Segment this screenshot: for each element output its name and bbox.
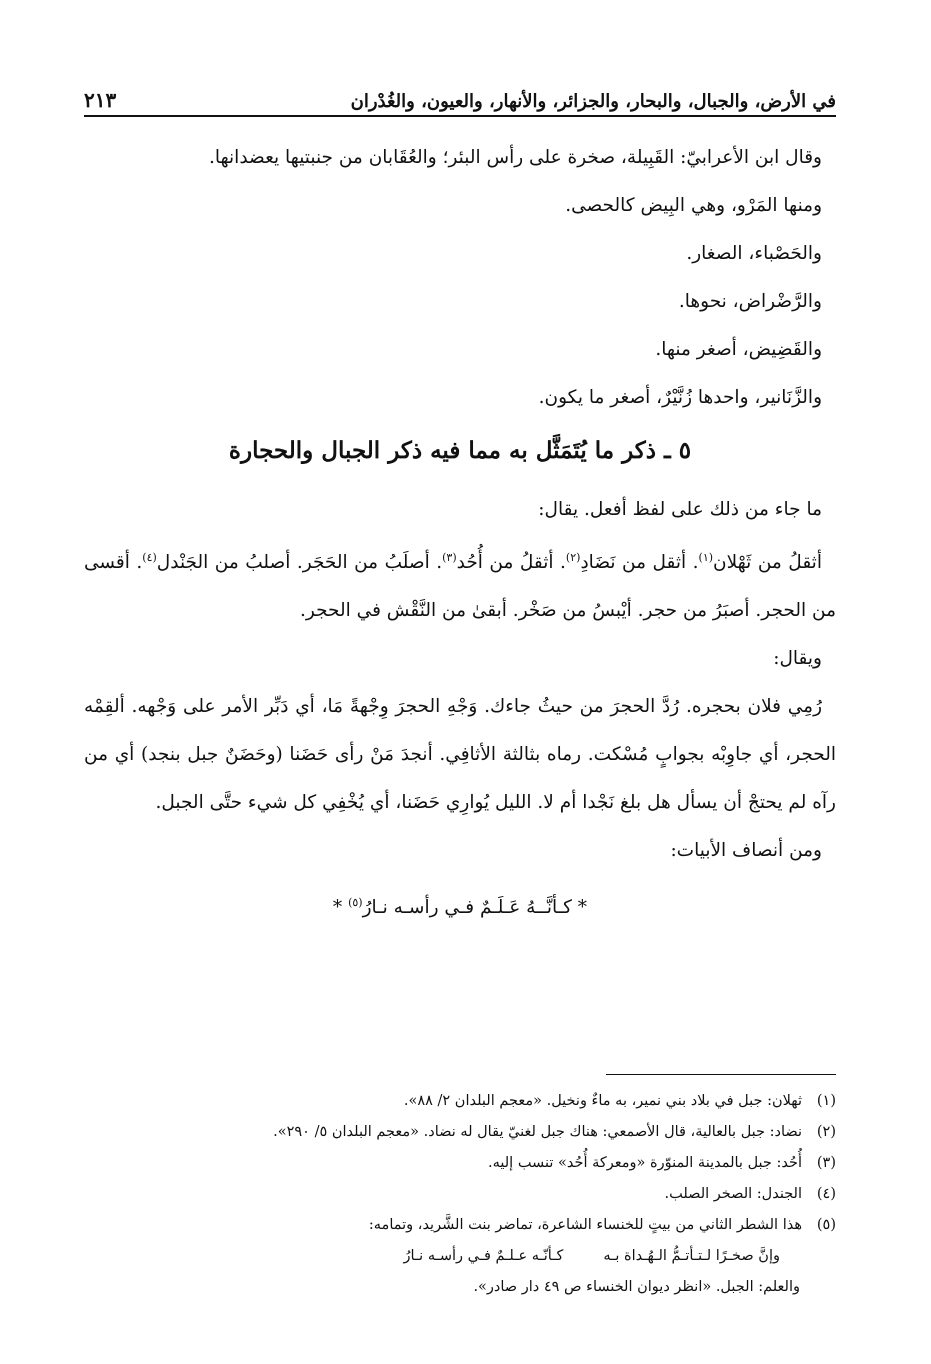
footnote-continuation: والعلم: الجبل. «انظر ديوان الخنساء ص ٤٩ دار صادر».: [473, 1279, 800, 1295]
text-run: أثقلُ من ثَهْلان: [713, 552, 822, 574]
paragraph: والزَّنَانير، واحدها زُنَّيْرٌ، أصغر ما يكون.: [538, 387, 822, 408]
paragraph: والرَّضْراض، نحوها.: [678, 291, 822, 312]
footnote: [84, 1086, 836, 1117]
footnote: [84, 1179, 836, 1210]
footnote-ref[interactable]: (٣): [442, 551, 457, 564]
footnote-rule: [606, 1074, 836, 1075]
footnote-number: (٣): [816, 1155, 836, 1171]
paragraph: وقال ابن الأعرابيّ: القَبِيلة، صخرة على رأس البئر؛ والعُقَابان من جنبتيها يعضدانها.: [208, 147, 822, 168]
footnote: [84, 1210, 836, 1241]
footnote-number: (٤): [816, 1186, 836, 1202]
footnote-ref[interactable]: (٥): [348, 896, 363, 910]
verse-hemistich-first: وإنَّ صخـرًا لـتـأتـمُّ الـهُـداة بـه: [603, 1248, 780, 1264]
footnote: [84, 1117, 836, 1148]
verse-line: [84, 879, 836, 932]
paragraph: ومنها المَرْو، وهي البِيض كالحصى.: [565, 195, 822, 216]
text-run: . أصلَبُ من الحَجَر. أصلبُ من الجَنْدل: [156, 552, 443, 574]
footnote-number: (٢): [816, 1124, 836, 1140]
verse-text: * كـأنَّــهُ عَـلَـمٌ فـي رأسـه نـارُ: [362, 897, 588, 919]
book-page: [84, 62, 836, 1322]
footnotes: [84, 1086, 836, 1303]
verse-hemistich-second: كـأنّـه عـلـمٌ فـي رأسـه نـارُ: [403, 1248, 564, 1264]
footnote-text: هذا الشطر الثاني من بيتٍ للخنساء الشاعرة، تماضر بنت الشَّريد، وتمامه:: [368, 1217, 802, 1233]
footnote-number: (١): [816, 1093, 836, 1109]
page-number: ٢١٣: [84, 88, 117, 112]
footnote-verse: [84, 1241, 780, 1272]
footnote-number: (٥): [816, 1217, 836, 1233]
footnote-text: نضاد: جبل بالعالية، قال الأصمعي: هناك جبل لغنيّ يقال له نضاد. «معجم البلدان ٥/ ٢٩٠».: [273, 1124, 802, 1140]
footnote-ref[interactable]: (٢): [565, 551, 581, 564]
paragraph: رُمِي فلان بحجره. رُدَّ الحجرَ من حيثُ جاءك. وَجْهِ الحجرَ وِجْهةً مَا، أي دَبِّر الأمر على وَجْهه. ألقِمْه الحجر، أي جاوِبْه بجوابٍ مُسْكت. رماه بثالثة الأثافِي. أنجدَ مَنْ رأى حَضَنا (وحَضَنٌ جبل بنجد) أي من رآه لم يحتجْ أن يسأل هل بلغ نَجْدا أم لا. الليل يُوارِي حَضَنا، أي يُخْفِي كل شيء حتَّى الجبل.: [84, 696, 836, 814]
paragraph-proverbs: [84, 534, 836, 635]
section-heading: ٥ ـ ذكر ما يُتَمَثَّل به مما فيه ذكر الجبال والحجارة: [228, 437, 692, 464]
header-rule: [84, 115, 836, 117]
main-text: [84, 134, 836, 932]
footnote-text: أُحُد: جبل بالمدينة المنوّرة «ومعركة أُحُد» تنسب إليه.: [488, 1155, 802, 1171]
footnote-text: الجندل: الصخر الصلب.: [664, 1186, 802, 1202]
text-run: . أثقلُ من أُحُد: [456, 552, 566, 574]
paragraph: والحَصْباء، الصغار.: [686, 243, 822, 264]
paragraph: ويقال:: [773, 648, 822, 670]
verse-asterisk: *: [332, 897, 349, 919]
footnote-text: ثهلان: جبل في بلاد بني نمير، به ماءٌ ونخيل. «معجم البلدان ٢/ ٨٨».: [403, 1093, 802, 1109]
footnote-ref[interactable]: (١): [698, 551, 714, 564]
text-run: . أثقل من نَضَادِ: [580, 552, 699, 574]
header-title: في الأرض، والجبال، والبحار، والجزائر، والأنهار، والعيون، والغُدْران: [350, 91, 836, 112]
paragraph: ومن أنصاف الأبيات:: [670, 840, 822, 862]
footnote: [84, 1148, 836, 1179]
footnote-ref[interactable]: (٤): [142, 551, 157, 564]
paragraph: ما جاء من ذلك على لفظ أفعل. يقال:: [538, 499, 822, 520]
running-header: [84, 72, 836, 112]
text-run: . أقسى من الحجر. أصبَرُ من حجر. أيْبسُ من صَخْر. أبقىٰ من النَّقْش في الحجر.: [84, 552, 836, 622]
paragraph: والقَضِيض، أصغر منها.: [655, 339, 822, 360]
